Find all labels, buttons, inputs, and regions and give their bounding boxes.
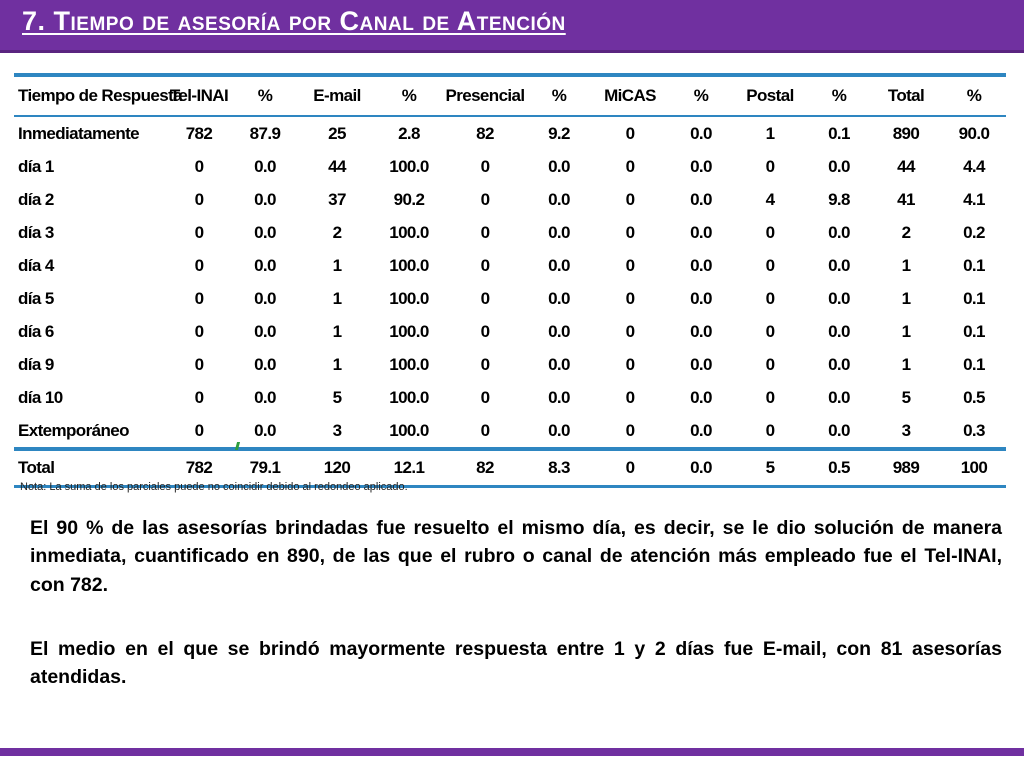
table-cell: 44	[897, 156, 915, 176]
table-row	[14, 315, 1006, 348]
table-row	[14, 249, 1006, 282]
column-header: Tiempo de Respuesta	[14, 77, 166, 116]
table-cell: 0.1	[963, 321, 985, 341]
table-cell: 0	[765, 255, 775, 275]
table-cell: 0.0	[690, 354, 712, 374]
total-label: Total	[14, 449, 166, 487]
table-cell: 0	[194, 255, 204, 275]
table-cell: 100.0	[389, 420, 429, 440]
table-cell: 4.4	[963, 156, 985, 176]
bottom-bar	[0, 748, 1024, 756]
table-cell: 0.0	[548, 321, 570, 341]
table-cell: 0	[194, 354, 204, 374]
total-cell: 12.1	[376, 449, 442, 487]
total-cell: 79.1	[232, 449, 298, 487]
table-cell: 0.0	[828, 156, 850, 176]
table-cell: 3	[901, 420, 911, 440]
table-cell: 0.3	[963, 420, 985, 440]
total-cell: 100	[942, 449, 1006, 487]
table-cell: 0.0	[828, 222, 850, 242]
total-cell: 8.3	[528, 449, 590, 487]
table-cell: 0	[765, 156, 775, 176]
title-bar	[0, 0, 1024, 53]
table-cell: 0	[625, 123, 635, 143]
table-cell: 1	[332, 321, 342, 341]
slide-title: 7. Tiempo de asesoría por Canal de Atención	[22, 6, 566, 36]
table-cell: 4.1	[963, 189, 985, 209]
total-cell: 5	[732, 449, 808, 487]
row-label: Inmediatamente	[18, 123, 140, 143]
table-cell: 0.1	[963, 255, 985, 275]
table-cell: 0	[194, 387, 204, 407]
table-cell: 0	[765, 321, 775, 341]
table-cell: 87.9	[249, 123, 281, 143]
total-cell: 0.5	[808, 449, 870, 487]
table-cell: 0	[625, 420, 635, 440]
table-cell: 37	[328, 189, 346, 209]
table-cell: 0	[480, 255, 490, 275]
column-header: Postal	[732, 77, 808, 116]
table-cell: 0.0	[548, 420, 570, 440]
table-cell: 5	[901, 387, 911, 407]
table-cell: 0	[194, 420, 204, 440]
table-cell: 0.0	[254, 222, 276, 242]
total-cell: 0	[590, 449, 670, 487]
table-cell: 0.0	[254, 189, 276, 209]
column-header: %	[528, 77, 590, 116]
table-cell: 41	[897, 189, 915, 209]
row-label: día 9	[18, 354, 54, 374]
table-cell: 0.0	[690, 420, 712, 440]
column-header: %	[376, 77, 442, 116]
table-cell: 0.0	[828, 420, 850, 440]
table-cell: 1	[332, 288, 342, 308]
table-cell: 0	[194, 222, 204, 242]
table-cell: 0	[480, 387, 490, 407]
table-cell: 0	[765, 354, 775, 374]
table-cell: 0	[765, 387, 775, 407]
table-cell: 0.0	[548, 288, 570, 308]
table-cell: 100.0	[389, 288, 429, 308]
table-cell: 1	[901, 255, 911, 275]
table-row	[14, 116, 1006, 150]
table-cell: 0	[480, 321, 490, 341]
total-cell: 782	[166, 449, 232, 487]
table-cell: 2	[901, 222, 911, 242]
table-cell: 0.1	[828, 123, 850, 143]
table-cell: 0	[194, 156, 204, 176]
table-cell: 0.0	[254, 255, 276, 275]
column-header: Total	[870, 77, 942, 116]
table-cell: 5	[332, 387, 342, 407]
table-cell: 0.0	[548, 387, 570, 407]
table-cell: 0.1	[963, 354, 985, 374]
row-label: día 3	[18, 222, 54, 242]
row-label: día 4	[18, 255, 54, 275]
table-cell: 0	[625, 222, 635, 242]
table-cell: 0.0	[548, 255, 570, 275]
table-cell: 0.0	[828, 387, 850, 407]
table-cell: 0.0	[690, 189, 712, 209]
total-cell: 82	[442, 449, 528, 487]
table-cell: 0.0	[254, 420, 276, 440]
table-cell: 0.0	[254, 354, 276, 374]
total-cell: 0.0	[670, 449, 732, 487]
table-cell: 0.0	[548, 189, 570, 209]
summary-paragraph-1: El 90 % de las asesorías brindadas fue resuelto el mismo día, es decir, se le dio solución de manera inmediata, cuantificado en 890, de las que el rubro o canal de atención más empleado fue el Tel-INAI, con 782.	[30, 517, 1002, 596]
table-row	[14, 348, 1006, 381]
column-header: Presencial	[442, 77, 528, 116]
table-cell: 44	[328, 156, 346, 176]
table-row	[14, 282, 1006, 315]
table-cell: 0	[194, 288, 204, 308]
table-cell: 0.0	[254, 288, 276, 308]
table-cell: 0	[625, 354, 635, 374]
table-cell: 0.0	[254, 387, 276, 407]
column-header: %	[942, 77, 1006, 116]
row-label: día 1	[18, 156, 54, 176]
table-cell: 0	[480, 222, 490, 242]
table-cell: 0.0	[690, 123, 712, 143]
table-cell: 0.0	[548, 354, 570, 374]
column-header: MiCAS	[590, 77, 670, 116]
table-cell: 9.2	[548, 123, 570, 143]
table-cell: 100.0	[389, 222, 429, 242]
table-header-row	[14, 77, 1006, 116]
table-cell: 0	[765, 420, 775, 440]
table-row	[14, 216, 1006, 249]
table-cell: 0.2	[963, 222, 985, 242]
table-cell: 0.0	[828, 354, 850, 374]
table-cell: 0.0	[690, 288, 712, 308]
table-cell: 0	[480, 288, 490, 308]
column-header: %	[808, 77, 870, 116]
table-cell: 0	[625, 255, 635, 275]
table-cell: 1	[332, 255, 342, 275]
row-label: día 10	[18, 387, 63, 407]
table-cell: 4	[765, 189, 775, 209]
response-time-table	[14, 77, 1006, 488]
row-label: día 5	[18, 288, 54, 308]
table-cell: 82	[476, 123, 494, 143]
row-label: Extemporáneo	[18, 420, 129, 440]
column-header: E-mail	[298, 77, 376, 116]
column-header: Tel-INAI	[166, 77, 232, 116]
table-cell: 0	[765, 288, 775, 308]
table-cell: 25	[328, 123, 346, 143]
table-cell: 2.8	[398, 123, 420, 143]
row-label: día 6	[18, 321, 54, 341]
table-cell: 0.0	[690, 387, 712, 407]
table-cell: 0.0	[828, 288, 850, 308]
table-cell: 100.0	[389, 156, 429, 176]
table-cell: 3	[332, 420, 342, 440]
table-cell: 0	[194, 321, 204, 341]
table-cell: 1	[765, 123, 775, 143]
table-cell: 0.5	[963, 387, 985, 407]
column-header: %	[670, 77, 732, 116]
table-cell: 0.0	[828, 321, 850, 341]
table-cell: 0.0	[548, 156, 570, 176]
table-row	[14, 150, 1006, 183]
table-cell: 0.0	[690, 156, 712, 176]
table-cell: 782	[185, 123, 213, 143]
table-cell: 0.0	[828, 255, 850, 275]
table-cell: 9.8	[828, 189, 850, 209]
table-cell: 0.1	[963, 288, 985, 308]
table-cell: 100.0	[389, 255, 429, 275]
column-header: %	[232, 77, 298, 116]
table-cell: 0	[625, 387, 635, 407]
table-cell: 1	[332, 354, 342, 374]
table-cell: 0	[480, 420, 490, 440]
table-cell: 1	[901, 321, 911, 341]
table-cell: 0	[625, 321, 635, 341]
table-cell: 2	[332, 222, 342, 242]
table-cell: 0	[480, 189, 490, 209]
table-cell: 100.0	[389, 321, 429, 341]
table-cell: 0.0	[548, 222, 570, 242]
data-table-container	[14, 73, 1006, 488]
table-cell: 0	[625, 288, 635, 308]
row-label: día 2	[18, 189, 54, 209]
table-row	[14, 414, 1006, 449]
table-cell: 890	[892, 123, 920, 143]
table-cell: 0	[194, 189, 204, 209]
table-cell: 0	[625, 156, 635, 176]
table-cell: 90.0	[958, 123, 990, 143]
total-cell: 120	[298, 449, 376, 487]
table-cell: 100.0	[389, 387, 429, 407]
table-cell: 0.0	[690, 321, 712, 341]
summary-paragraph-2: El medio en el que se brindó mayormente respuesta entre 1 y 2 días fue E-mail, con 81 asesorías atendidas.	[30, 638, 1002, 689]
table-cell: 90.2	[393, 189, 425, 209]
table-note: Nota: La suma de los parciales puede no coincidir debido al redondeo aplicado.	[20, 481, 408, 493]
table-cell: 0	[765, 222, 775, 242]
table-cell: 0.0	[254, 156, 276, 176]
table-cell: 0.0	[254, 321, 276, 341]
table-cell: 0.0	[690, 255, 712, 275]
table-row	[14, 381, 1006, 414]
table-cell: 100.0	[389, 354, 429, 374]
table-cell: 1	[901, 354, 911, 374]
table-cell: 1	[901, 288, 911, 308]
table-cell: 0	[480, 354, 490, 374]
table-cell: 0	[625, 189, 635, 209]
table-row	[14, 183, 1006, 216]
table-cell: 0.0	[690, 222, 712, 242]
total-cell: 989	[870, 449, 942, 487]
table-cell: 0	[480, 156, 490, 176]
